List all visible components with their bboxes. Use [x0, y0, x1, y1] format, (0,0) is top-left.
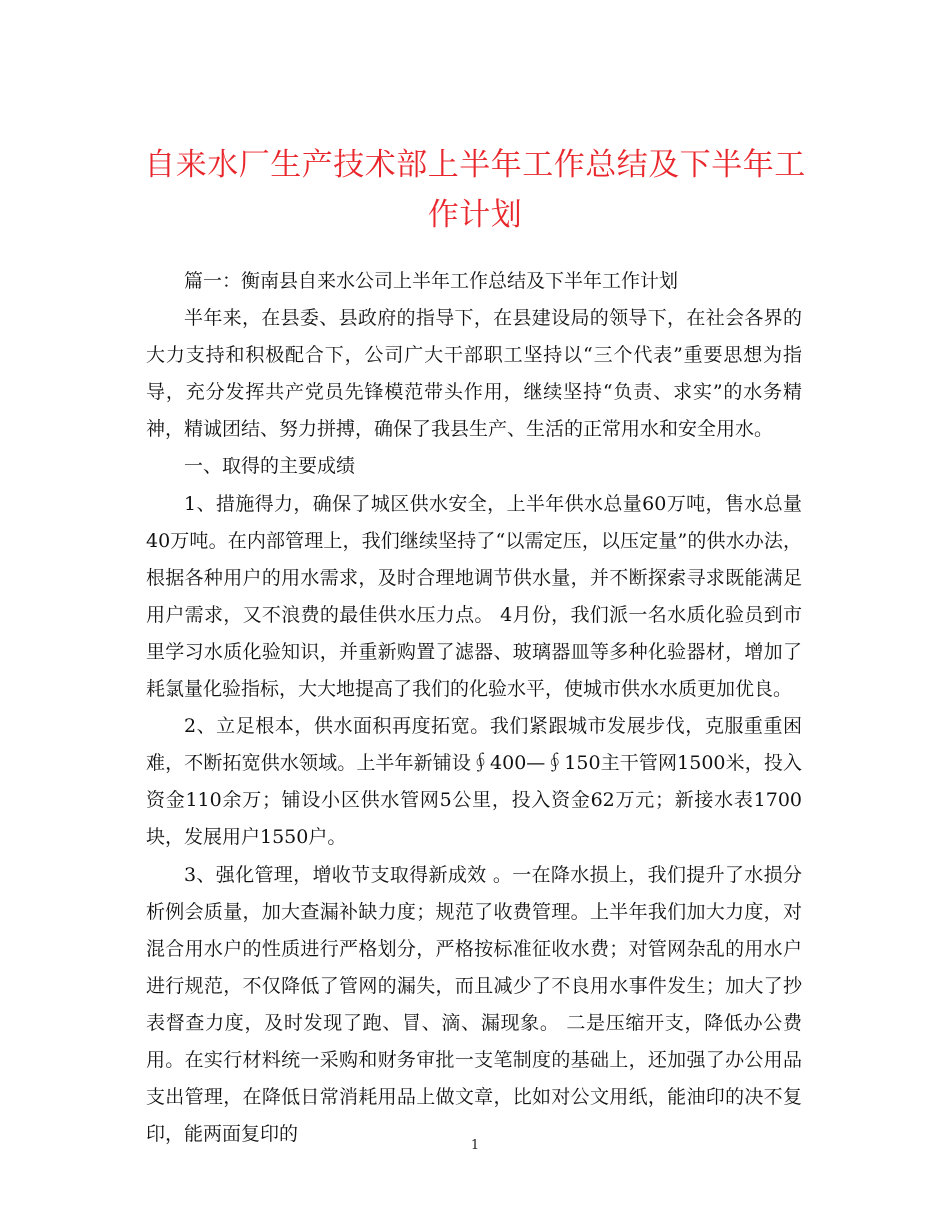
document-title: 自来水厂生产技术部上半年工作总结及下半年工作计划 — [144, 147, 806, 233]
body-paragraph: 3、强化管理，增收节支取得新成效 。一在降水损上，我们提升了水损分析例会质量，加大查漏补缺力度；规范了收费管理。上半年我们加大力度，对混合用水户的性质进行严格划分，严格按标准征收水费；对管网杂乱的用水户进行规范，不仅降低了管网的漏失，而且减少了不良用水事件发生；加大了抄表督查力度，及时发现了跑、冒、滴、漏现象。 二是压缩开支，降低办公费用。在实行材料统一采购和财务审批一支笔制度的基础上，还加强了办公用品支出管理，在降低日常消耗用品上做文章，比如对公文用纸，能油印的决不复印，能两面复印的 — [146, 863, 802, 1146]
page-number: 1 — [470, 1138, 480, 1153]
body-paragraph: 半年来，在县委、县政府的指导下，在县建设局的领导下，在社会各界的大力支持和积极配合下，公司广大干部职工坚持以“三个代表”重要思想为指导，充分发挥共产党员先锋模范带头作用，继续坚持“负责、求实”的水务精神，精诚团结、努力拼搏，确保了我县生产、生活的正常用水和安全用水。 — [146, 307, 802, 441]
body-paragraph: 1、措施得力，确保了城区供水安全，上半年供水总量60万吨，售水总量40万吨。在内部管理上，我们继续坚持了“以需定压，以压定量”的供水办法，根据各种用户的用水需求，及时合理地调节供水量，并不断探索寻求既能满足用户需求，又不浪费的最佳供水压力点。 4月份，我们派一名水质化验员到市里学习水质化验知识，并重新购置了滤器、玻璃器皿等多种化验器材，增加了耗氯量化验指标，大大地提高了我们的化验水平，使城市供水水质更加优良。 — [146, 492, 802, 701]
document-body — [146, 263, 802, 1153]
subsection-heading: 一、取得的主要成绩 — [184, 455, 356, 478]
section-heading: 篇一：衡南县自来水公司上半年工作总结及下半年工作计划 — [184, 270, 679, 292]
body-paragraph: 2、立足根本，供水面积再度拓宽。我们紧跟城市发展步伐，克服重重困难，不断拓宽供水领域。上半年新铺设∮400—∮150主干管网1500米，投入资金110余万；铺设小区供水管网5公里，投入资金62万元；新接水表1700块，发展用户1550户。 — [146, 715, 802, 849]
